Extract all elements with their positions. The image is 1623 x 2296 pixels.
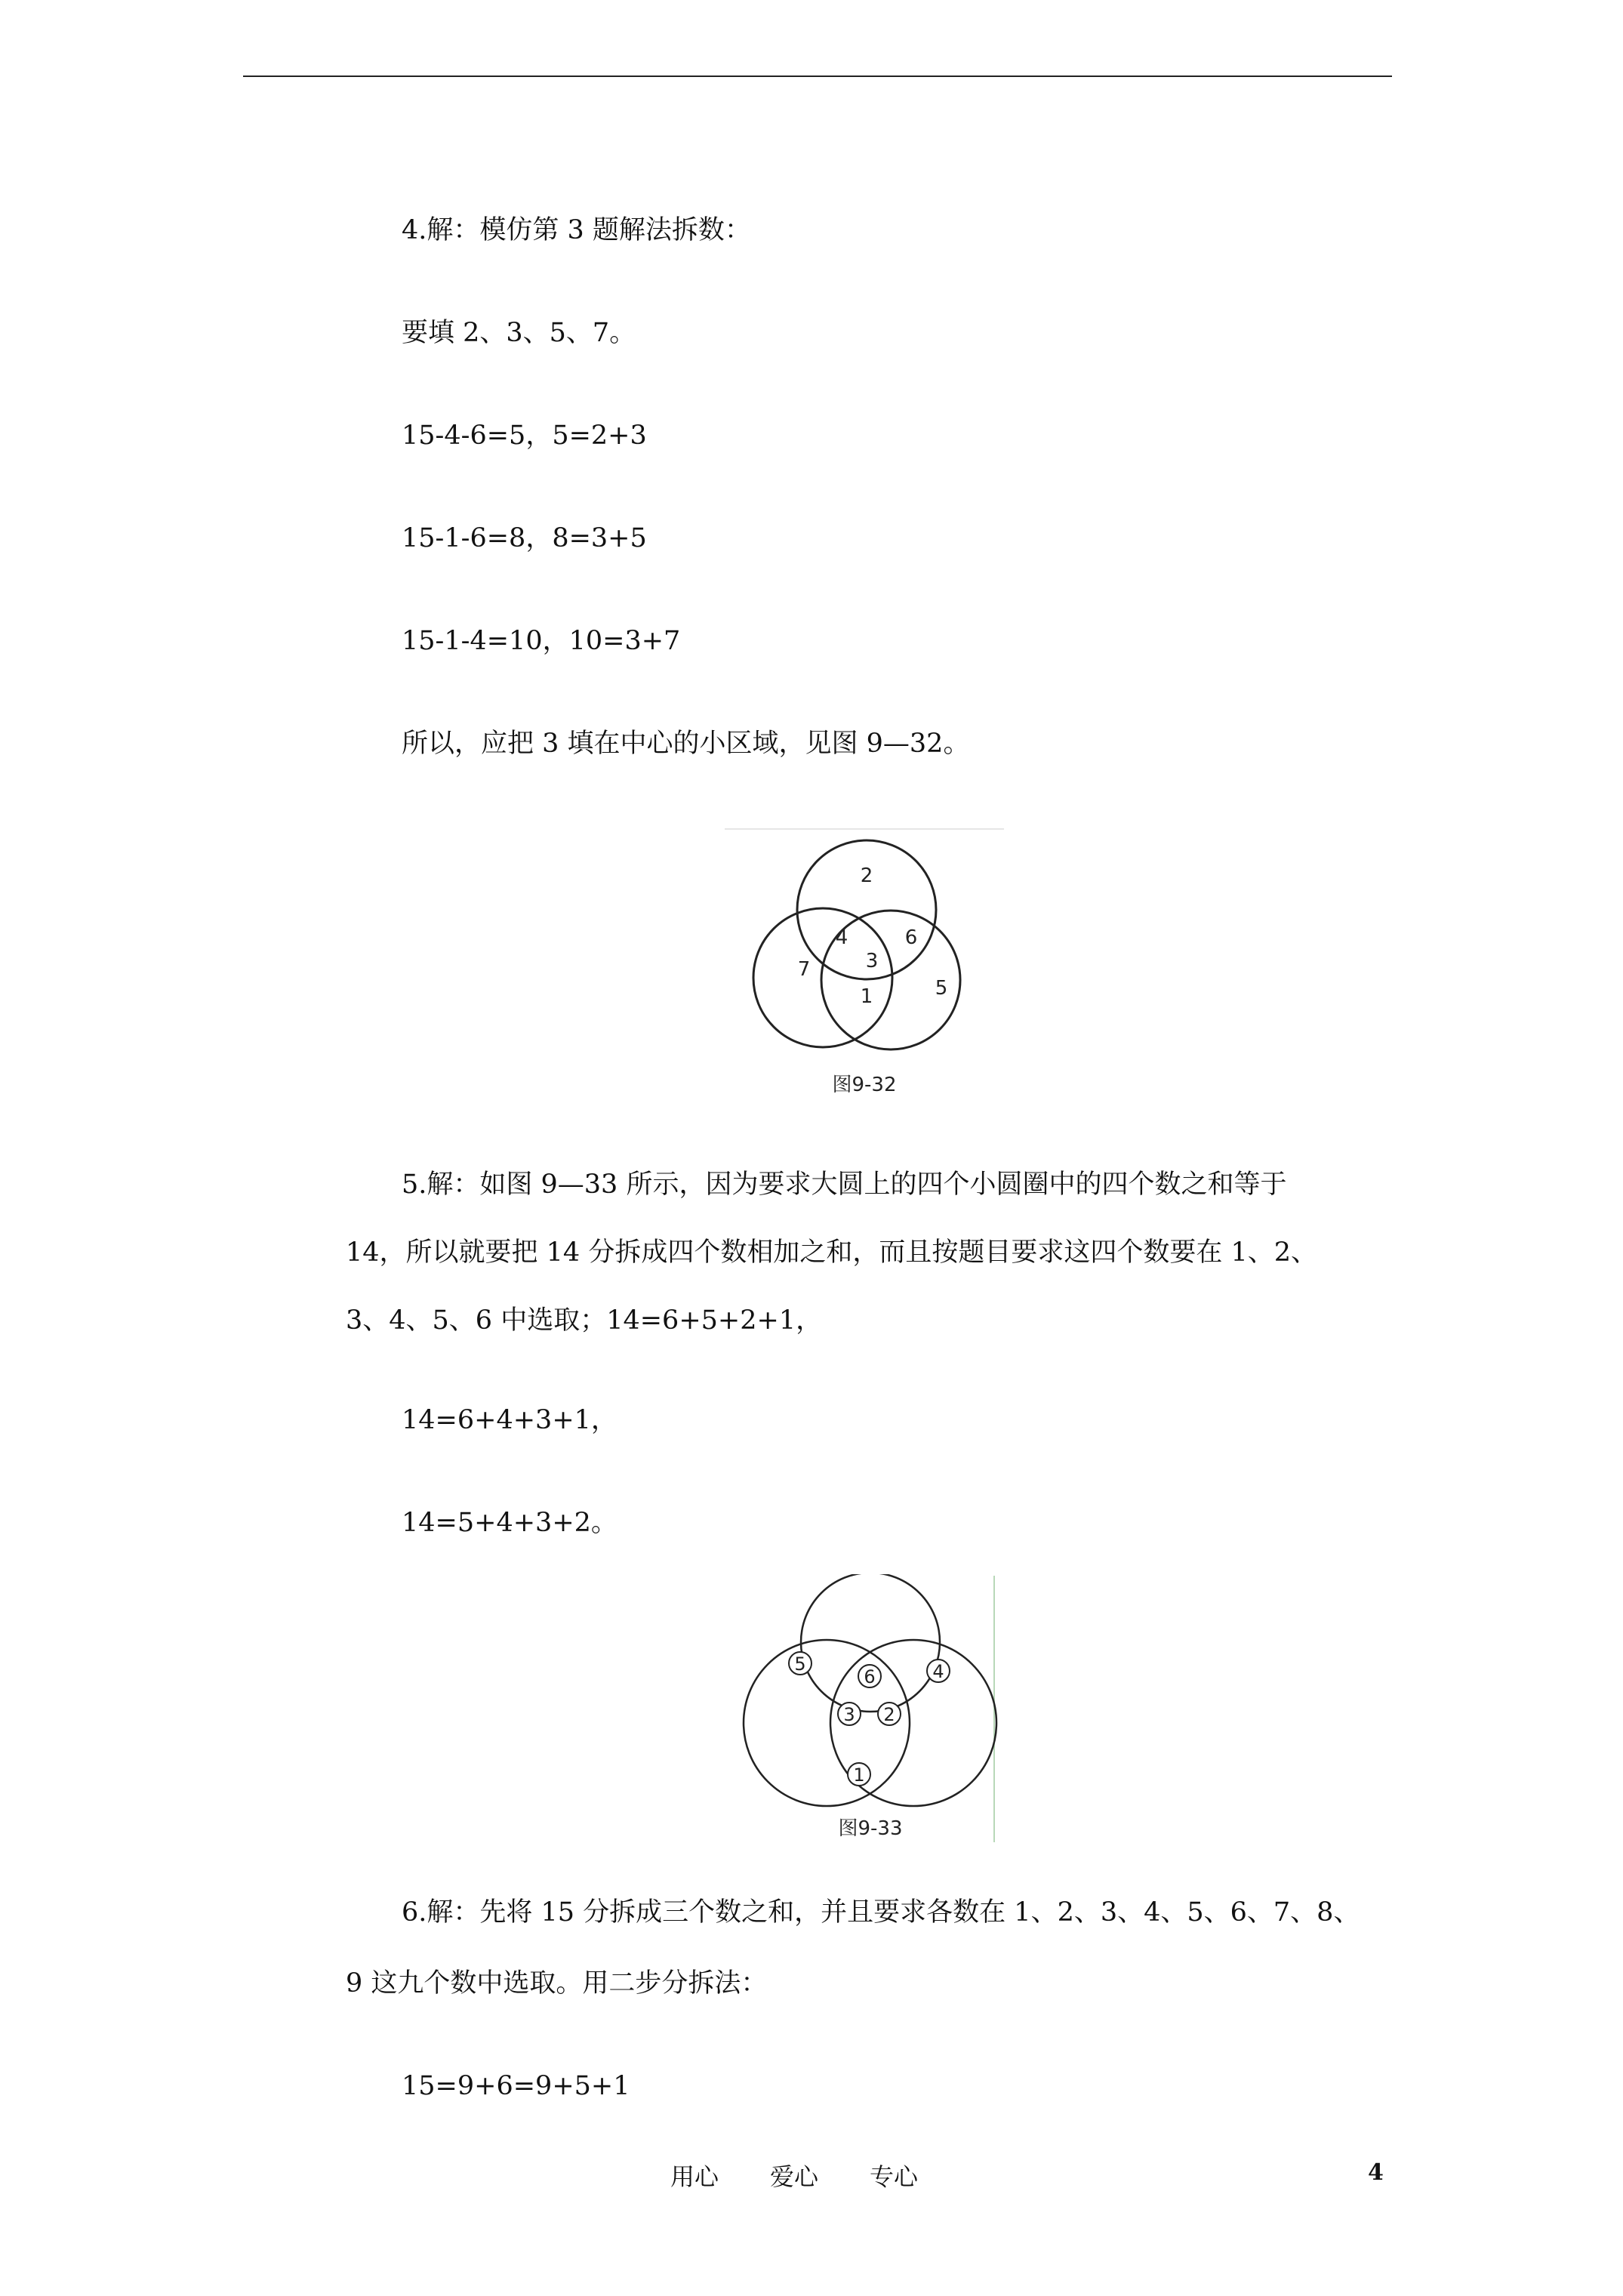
node-right-top-label: 4 [932,1661,944,1682]
circle-figure-9-33 [736,1574,1000,1846]
text-line-1: 4.解：模仿第 3 题解法拆数： [402,215,751,245]
text-line-3: 15-4-6=5，5=2+3 [402,421,647,451]
venn-figure-9-32 [721,827,1008,1114]
text-line-6: 所以，应把 3 填在中心的小区域，见图 9—32。 [402,729,970,759]
node-bottom-label: 1 [853,1764,865,1786]
region-right-label: 5 [935,977,948,1000]
text-line-14: 15=9+6=9+5+1 [402,2071,630,2101]
text-line-9: 3、4、5、6 中选取；14=6+5+2+1， [346,1305,823,1336]
region-top-label: 2 [860,864,873,887]
region-bottom-label: 1 [860,985,873,1008]
text-line-2: 要填 2、3、5、7。 [402,318,636,348]
page-number: 4 [1368,2159,1384,2186]
region-left-label: 7 [797,958,811,981]
big-circle-top [801,1574,940,1712]
region-top-left-label: 4 [835,926,848,949]
footer-text-a: 用心 [670,2162,719,2191]
node-mid-right-label: 2 [883,1704,895,1725]
node-left-top-label: 5 [794,1653,806,1675]
text-line-12: 6.解：先将 15 分拆成三个数之和，并且要求各数在 1、2、3、4、5、6、7、8、 [402,1897,1360,1928]
footer-text-c: 专心 [870,2162,919,2191]
region-center-label: 3 [865,950,879,972]
figure-caption: 图9-33 [838,1817,903,1840]
text-line-7: 5.解：如图 9—33 所示，因为要求大圆上的四个小圆圈中的四个数之和等于 [402,1170,1287,1200]
region-top-right-label: 6 [904,926,918,949]
text-line-5: 15-1-4=10，10=3+7 [402,626,681,656]
venn-circle-left [753,908,892,1047]
node-mid-left-label: 3 [843,1704,855,1725]
header-rule [243,76,1392,77]
figure-caption: 图9-32 [832,1074,897,1096]
node-top-center-label: 6 [864,1666,876,1687]
text-line-8: 14，所以就要把 14 分拆成四个数相加之和，而且按题目要求这四个数要在 1、2、 [346,1237,1317,1268]
text-line-11: 14=5+4+3+2。 [402,1508,617,1538]
text-line-13: 9 这九个数中选取。用二步分拆法： [346,1968,768,1999]
text-line-4: 15-1-6=8，8=3+5 [402,523,647,553]
text-line-10: 14=6+4+3+1， [402,1405,617,1435]
footer-text-b: 爱心 [770,2162,819,2191]
